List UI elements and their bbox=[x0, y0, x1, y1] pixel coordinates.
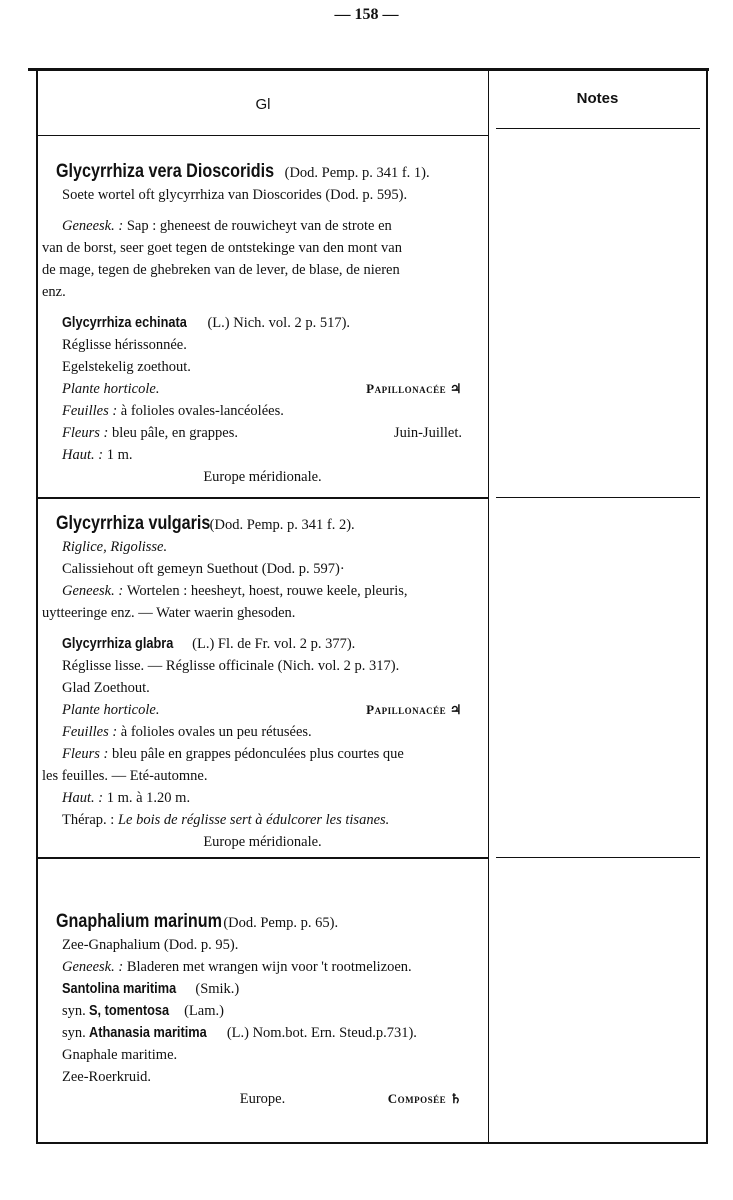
line-text: bleu pâle, en grappes. bbox=[111, 425, 238, 441]
line-text: Gnaphale maritime. bbox=[62, 1047, 178, 1063]
line-text: Le bois de réglisse sert à édulcorer les tisanes. bbox=[117, 812, 390, 828]
entry-line bbox=[37, 1044, 488, 1066]
line-text: syn. bbox=[62, 1025, 90, 1041]
entry-line bbox=[37, 765, 488, 787]
line-text: Réglisse lisse. — Réglisse officinale (Nich. vol. 2 p. 317). bbox=[62, 658, 400, 674]
entry-line bbox=[37, 602, 488, 624]
entry-line bbox=[37, 1000, 488, 1022]
species-name: Glycyrrhiza echinata bbox=[62, 315, 187, 331]
line-text: Zee-Roerkruid. bbox=[62, 1069, 151, 1085]
entry-line bbox=[37, 787, 488, 809]
line-text: bleu pâle en grappes pédonculées plus courtes que bbox=[111, 746, 404, 762]
entry-line bbox=[37, 312, 488, 334]
entry-title bbox=[37, 910, 488, 934]
section-rule-2-notes bbox=[496, 857, 700, 858]
line-text: Plante horticole. bbox=[62, 702, 160, 718]
entry-glycyrrhiza-vulgaris bbox=[37, 512, 488, 853]
entry-line bbox=[37, 1022, 488, 1044]
right-annotation: Papillonacée ♃ bbox=[366, 381, 462, 396]
line-text: à folioles ovales un peu rétusées. bbox=[120, 724, 312, 740]
entry-line bbox=[37, 444, 488, 466]
section-rule-1-notes bbox=[496, 497, 700, 498]
line-text: syn. bbox=[62, 1003, 90, 1019]
section-rule-1 bbox=[38, 497, 488, 499]
line-text: (Dod. Pemp. p. 65). bbox=[223, 915, 339, 931]
entry-line bbox=[37, 956, 488, 978]
entry-line bbox=[37, 978, 488, 1000]
line-text: Geneesk. : bbox=[62, 583, 127, 599]
header-left: Gl bbox=[255, 96, 271, 113]
line-text: (L.) Fl. de Fr. vol. 2 p. 377). bbox=[188, 636, 356, 652]
species-name: Gnaphalium marinum bbox=[56, 911, 223, 932]
line-text: Europe. bbox=[239, 1091, 286, 1107]
line-text: Fleurs : bbox=[62, 746, 112, 762]
top-rule bbox=[28, 68, 709, 71]
species-name: Glycyrrhiza vera Dioscoridis bbox=[56, 161, 275, 182]
entry-line bbox=[37, 1066, 488, 1088]
line-text: Wortelen : heesheyt, hoest, rouwe keele, pleuris, bbox=[126, 583, 408, 599]
entry-line bbox=[37, 1088, 488, 1110]
species-name: Athanasia maritima bbox=[89, 1025, 208, 1041]
entry-line bbox=[37, 934, 488, 956]
entry-line bbox=[37, 809, 488, 831]
species-name: Santolina maritima bbox=[62, 981, 177, 997]
line-text: les feuilles. — Eté-automne. bbox=[42, 768, 208, 784]
line-text: van de borst, seer goet tegen de ontstekinge van den mont van bbox=[42, 240, 402, 256]
line-text: Glad Zoethout. bbox=[62, 680, 150, 696]
page-number: — 158 — bbox=[334, 6, 399, 23]
entry-line bbox=[37, 743, 488, 765]
entry-line bbox=[37, 831, 488, 853]
line-text: Thérap. : bbox=[62, 812, 118, 828]
species-name: Glycyrrhiza glabra bbox=[62, 636, 174, 652]
entry-line bbox=[37, 721, 488, 743]
entry-line bbox=[37, 422, 488, 444]
section-rule-2 bbox=[38, 857, 488, 859]
line-text: Europe méridionale. bbox=[203, 469, 322, 485]
line-text: 1 m. bbox=[106, 447, 133, 463]
line-text: Fleurs : bbox=[62, 425, 112, 441]
header-notes: Notes bbox=[576, 90, 619, 107]
species-name: Glycyrrhiza vulgaris bbox=[56, 513, 211, 534]
entry-line bbox=[37, 259, 488, 281]
line-text: enz. bbox=[42, 284, 66, 300]
entry-gnaphalium-marinum bbox=[37, 910, 488, 1110]
line-text: Zee-Gnaphalium (Dod. p. 95). bbox=[62, 937, 239, 953]
entry-line bbox=[37, 334, 488, 356]
line-text: uytteeringe enz. — Water waerin ghesoden. bbox=[42, 605, 296, 621]
entry-line bbox=[37, 215, 488, 237]
line-text: Soete wortel oft glycyrrhiza van Dioscorides (Dod. p. 595). bbox=[62, 187, 408, 203]
line-text: (Lam.) bbox=[180, 1003, 224, 1019]
entry-line bbox=[37, 536, 488, 558]
line-text: de mage, tegen de ghebreken van de lever, de blase, de nieren bbox=[42, 262, 400, 278]
entry-line bbox=[37, 466, 488, 488]
header-rule-left bbox=[38, 135, 488, 136]
line-text: Riglice, Rigolisse. bbox=[62, 539, 168, 555]
line-text: (Smik.) bbox=[191, 981, 240, 997]
line-text: Sap : gheneest de rouwicheyt van de strote en bbox=[126, 218, 392, 234]
line-text: (Dod. Pemp. p. 341 f. 2). bbox=[209, 517, 355, 533]
entry-glycyrrhiza-vera bbox=[37, 160, 488, 488]
header-rule-right bbox=[496, 128, 700, 129]
line-text: Egelstekelig zoethout. bbox=[62, 359, 191, 375]
entry-line bbox=[37, 281, 488, 303]
entry-line bbox=[37, 184, 488, 206]
line-text: (L.) Nich. vol. 2 p. 517). bbox=[203, 315, 351, 331]
line-text: Haut. : bbox=[62, 790, 107, 806]
line-text: (Dod. Pemp. p. 341 f. 1). bbox=[284, 165, 430, 181]
entry-line bbox=[37, 655, 488, 677]
right-annotation: Composée ♄ bbox=[387, 1091, 462, 1106]
entry-line bbox=[37, 677, 488, 699]
entry-line bbox=[37, 400, 488, 422]
entry-line bbox=[37, 699, 488, 721]
entry-line bbox=[37, 378, 488, 400]
entry-title bbox=[37, 512, 488, 536]
right-annotation: Juin-Juillet. bbox=[393, 425, 462, 441]
line-text: Réglisse hérissonnée. bbox=[62, 337, 187, 353]
entry-line bbox=[37, 558, 488, 580]
species-name: S, tomentosa bbox=[89, 1003, 170, 1019]
line-text: Geneesk. : bbox=[62, 959, 127, 975]
line-text: Feuilles : bbox=[62, 403, 121, 419]
entry-title bbox=[37, 160, 488, 184]
line-text: Plante horticole. bbox=[62, 381, 160, 397]
line-text: Bladeren met wrangen wijn voor 't rootmelizoen. bbox=[126, 959, 412, 975]
line-text: Europe méridionale. bbox=[203, 834, 322, 850]
line-text: Geneesk. : bbox=[62, 218, 127, 234]
line-text: (L.) Nom.bot. Ern. Steud.p.731). bbox=[223, 1025, 417, 1041]
entry-line bbox=[37, 633, 488, 655]
line-text: Calissiehout oft gemeyn Suethout (Dod. p. 597)· bbox=[62, 561, 345, 577]
right-border bbox=[706, 70, 708, 1144]
line-text: à folioles ovales-lancéolées. bbox=[120, 403, 284, 419]
bottom-rule bbox=[36, 1142, 708, 1144]
line-text: Haut. : bbox=[62, 447, 107, 463]
column-divider bbox=[488, 70, 489, 1144]
entry-line bbox=[37, 237, 488, 259]
line-text: Feuilles : bbox=[62, 724, 121, 740]
entry-line bbox=[37, 580, 488, 602]
right-annotation: Papillonacée ♃ bbox=[366, 702, 462, 717]
entry-line bbox=[37, 356, 488, 378]
line-text: 1 m. à 1.20 m. bbox=[106, 790, 191, 806]
